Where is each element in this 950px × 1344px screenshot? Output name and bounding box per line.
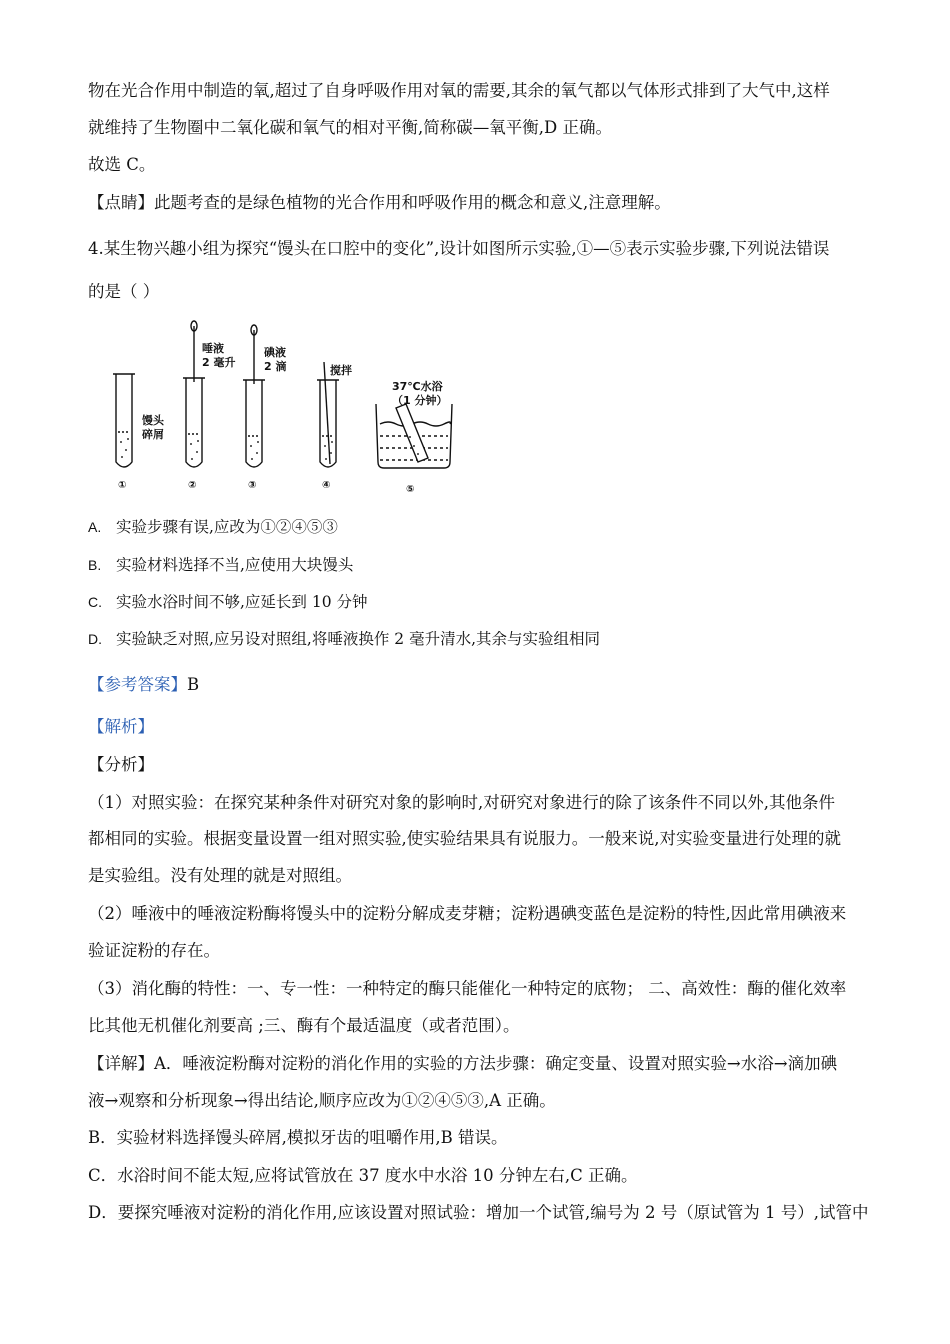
point-line-1: （1）对照实验：在探究某种条件对研究对象的影响时,对研究对象进行的除了该条件不同以外,其他条件 [88,793,835,812]
label-saliva-1: 唾液 [202,342,224,355]
option-c-label: C. [88,594,102,610]
intro-line-1: 物在光合作用中制造的氧,超过了自身呼吸作用对氧的需要,其余的氧气都以气体形式排到了大气中,这样 [88,81,830,100]
step-number-2: ② [188,480,197,491]
label-bread-2: 碎屑 [142,428,164,441]
option-c [88,591,368,613]
option-b-label: B. [88,557,102,573]
step-number-5: ⑤ [406,484,415,495]
answer-tag: 【参考答案】 [88,675,187,694]
detail-line-5: D．要探究唾液对淀粉的消化作用,应该设置对照试验：增加一个试管,编号为 2 号（原试管为 1 号）,试管中 [88,1203,869,1222]
fenxi-tag: 【分析】 [88,755,154,774]
detail-line-4: C．水浴时间不能太短,应将试管放在 37 度水中水浴 10 分钟左右,C 正确。 [88,1166,638,1185]
label-bread-1: 馒头 [142,414,164,427]
step-number-1: ① [118,480,127,491]
detail-line-1: 【详解】A．唾液淀粉酶对淀粉的消化作用的实验的方法步骤：确定变量、设置对照实验→水浴→滴加碘 [88,1054,838,1073]
label-iodine-2: 2 滴 [264,360,287,373]
label-iodine-1: 碘液 [264,346,286,359]
option-a-text: 实验步骤有误,应改为①②④⑤③ [116,518,338,536]
tip: 【点睛】此题考查的是绿色植物的光合作用和呼吸作用的概念和意义,注意理解。 [88,193,671,212]
step-number-3: ③ [248,480,257,491]
detail-line-2: 液→观察和分析现象→得出结论,顺序应改为①②④⑤③,A 正确。 [88,1091,556,1110]
question-line-2: 的是（ ） [88,282,160,301]
option-c-text: 实验水浴时间不够,应延长到 10 分钟 [116,593,368,611]
step-number-4: ④ [322,480,331,491]
intro-line-2: 就维持了生物圈中二氧化碳和氧气的相对平衡,简称碳—氧平衡,D 正确。 [88,118,612,137]
point-line-4: （2）唾液中的唾液淀粉酶将馒头中的淀粉分解成麦芽糖；淀粉遇碘变蓝色是淀粉的特性,因此常用碘液来 [88,904,847,923]
analysis-tag: 【解析】 [88,717,154,736]
point-line-5: 验证淀粉的存在。 [88,941,220,960]
point-line-7: 比其他无机催化剂要高 ;三、酶有个最适温度（或者范围）。 [88,1016,520,1035]
option-d-text: 实验缺乏对照,应另设对照组,将唾液换作 2 毫升清水,其余与实验组相同 [116,630,600,648]
option-a [88,516,338,538]
point-line-2: 都相同的实验。根据变量设置一组对照实验,使实验结果具有说服力。一般来说,对实验变量进行处理的就 [88,829,841,848]
option-a-label: A. [88,519,102,535]
label-stir: 搅拌 [330,364,352,377]
label-bath-2: （1 分钟） [392,394,448,407]
experiment-figure [108,312,480,500]
option-b [88,554,353,576]
option-d-label: D. [88,631,102,647]
conclusion: 故选 C。 [88,155,156,174]
label-bath-1: 37℃水浴 [392,380,443,393]
answer-line [88,674,199,696]
option-b-text: 实验材料选择不当,应使用大块馒头 [116,556,354,574]
question-line-1: 4.某生物兴趣小组为探究“馒头在口腔中的变化”,设计如图所示实验,①—⑤表示实验步骤,下列说法错误 [88,239,830,258]
point-line-3: 是实验组。没有处理的就是对照组。 [88,866,352,885]
label-saliva-2: 2 毫升 [202,356,236,369]
answer-value: B [187,675,200,694]
point-line-6: （3）消化酶的特性：一、专一性：一种特定的酶只能催化一种特定的底物； 二、高效性：酶的催化效率 [88,979,847,998]
option-d [88,628,600,650]
detail-line-3: B．实验材料选择馒头碎屑,模拟牙齿的咀嚼作用,B 错误。 [88,1128,508,1147]
